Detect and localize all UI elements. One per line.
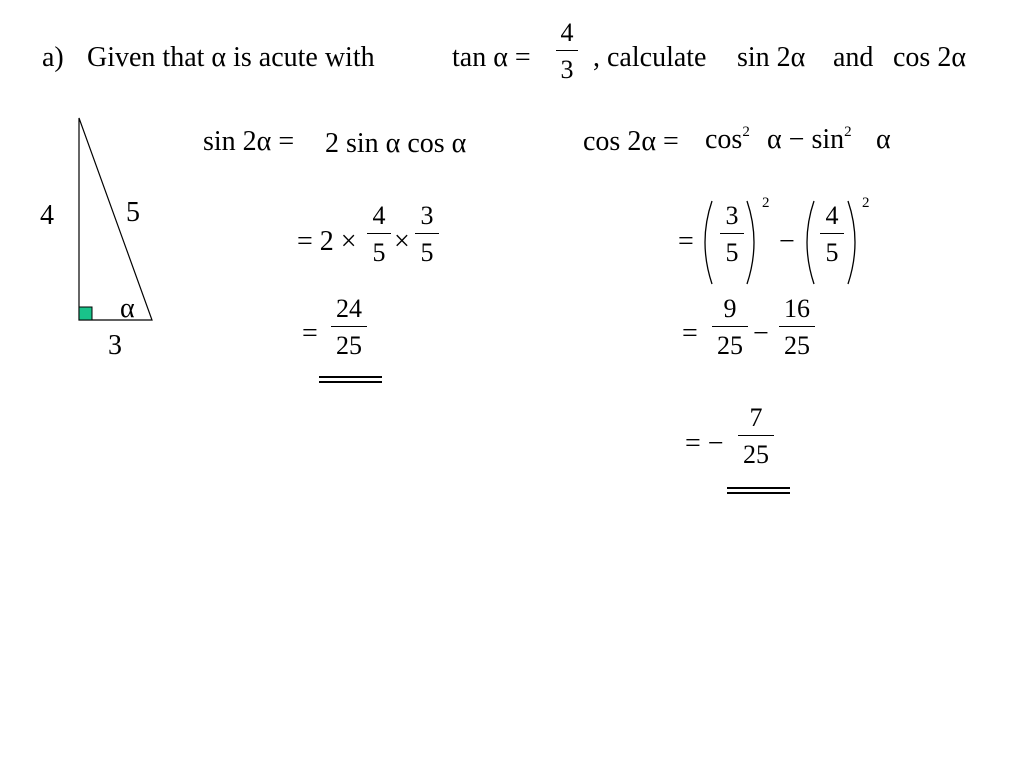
left-paren-2 (807, 201, 814, 284)
fraction-bar (738, 435, 774, 436)
cos-step2-equals: = (678, 226, 694, 257)
cos-paren-fraction-4-5 (820, 203, 844, 266)
square-exponent: 2 (862, 195, 870, 211)
fraction-denominator: 5 (825, 238, 839, 267)
cos-step3-equals: = (682, 318, 698, 349)
fraction-bar (712, 326, 748, 327)
question-label: a) (42, 42, 64, 73)
fraction-denominator: 5 (372, 238, 386, 267)
double-underline (727, 492, 790, 494)
minus-symbol: − (779, 226, 795, 257)
cos-paren-fraction-3-5 (720, 203, 744, 266)
sin-step2-prefix: = 2 × (297, 226, 357, 257)
cos-fraction-16-25 (779, 296, 815, 359)
question-cos2a: cos 2α (893, 42, 966, 73)
sin-step3-equals: = (302, 318, 318, 349)
right-paren-1 (747, 201, 754, 284)
fraction-numerator: 4 (372, 201, 386, 230)
triangle-opposite-label: 4 (40, 200, 54, 231)
fraction-bar (720, 233, 744, 234)
square-exponent: 2 (742, 124, 750, 140)
cos-result-fraction (738, 405, 774, 468)
square-exponent: 2 (762, 195, 770, 211)
fraction-denominator: 5 (420, 238, 434, 267)
triangle-adjacent-label: 3 (108, 330, 122, 361)
double-underline (727, 487, 790, 489)
question-sin2a: sin 2α (737, 42, 806, 73)
question-and: and (833, 42, 874, 73)
fraction-bar (779, 326, 815, 327)
sin-identity-rhs: 2 sin α cos α (325, 128, 467, 159)
alpha-minus-sin: α − sin (767, 124, 845, 155)
right-paren-2 (848, 201, 855, 284)
cos-step4-equals: = − (685, 428, 724, 459)
tan-numerator: 4 (560, 18, 574, 47)
tan-expression: tan α = (452, 42, 531, 73)
times-symbol: × (394, 226, 410, 257)
fraction-numerator: 7 (749, 403, 763, 432)
fraction-denominator: 25 (336, 331, 362, 360)
cos-identity-lhs: cos 2α = (583, 126, 679, 157)
question-text-calculate: , calculate (593, 42, 707, 73)
fraction-bar (820, 233, 844, 234)
fraction-denominator: 25 (784, 331, 810, 360)
sin-identity-lhs: sin 2α = (203, 126, 295, 157)
cos-identity-end: α (876, 124, 891, 155)
fraction-numerator: 16 (784, 294, 810, 323)
square-exponent: 2 (844, 124, 852, 140)
fraction-denominator: 25 (717, 331, 743, 360)
fraction-denominator: 5 (725, 238, 739, 267)
fraction-numerator: 9 (723, 294, 737, 323)
left-paren-1 (705, 201, 712, 284)
fraction-numerator: 3 (725, 201, 739, 230)
fraction-numerator: 4 (825, 201, 839, 230)
triangle-hypotenuse-label: 5 (126, 197, 140, 228)
tan-denominator: 3 (560, 55, 574, 84)
fraction-numerator: 3 (420, 201, 434, 230)
minus-symbol: − (753, 318, 769, 349)
cos-word: cos (705, 124, 743, 155)
fraction-denominator: 25 (743, 440, 769, 469)
fraction-numerator: 24 (336, 294, 362, 323)
cos-fraction-9-25 (712, 296, 748, 359)
triangle-angle-label: α (120, 293, 135, 324)
question-text-start: Given that α is acute with (87, 42, 375, 73)
